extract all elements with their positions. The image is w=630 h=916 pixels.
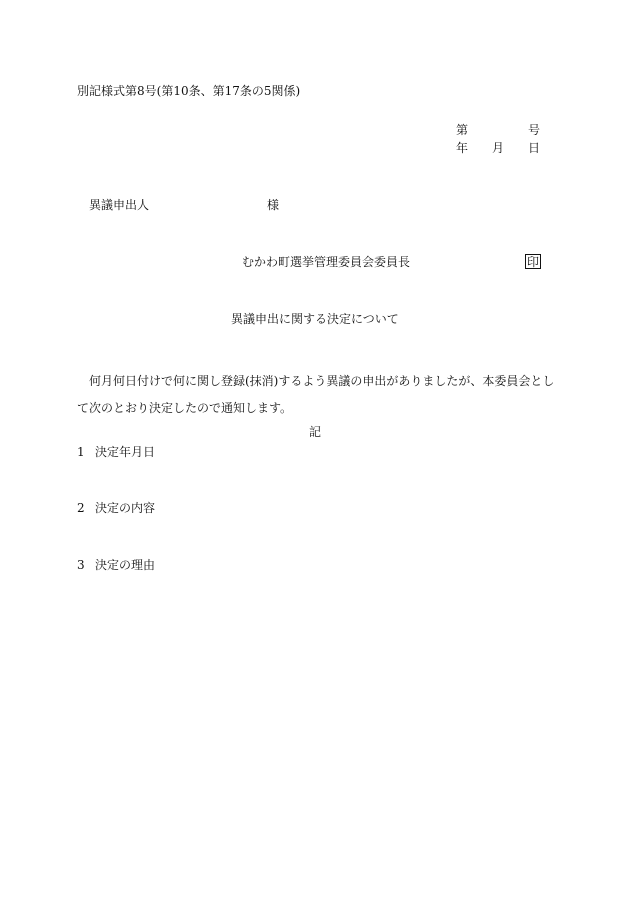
date-year-label: 年 — [456, 141, 469, 155]
doc-number-prefix: 第 — [456, 123, 469, 137]
list-item-label: 決定年月日 — [95, 445, 156, 459]
doc-number-suffix: 号 — [528, 123, 541, 137]
list-item-label: 決定の内容 — [95, 501, 156, 515]
recipient-label: 異議申出人 — [89, 198, 150, 212]
seal-mark — [525, 254, 541, 269]
date-month-label: 月 — [492, 141, 505, 155]
body-line-2: て次のとおり決定したので通知します。 — [77, 401, 293, 415]
list-item-number: 2 — [77, 501, 85, 515]
sender-title: むかわ町選挙管理委員会委員長 — [242, 255, 411, 269]
seal-mark-text: 印 — [527, 255, 540, 269]
form-label: 別記様式第8号(第10条、第17条の5関係) — [77, 84, 301, 98]
body-line-1: 何月何日付けで何に関し登録(抹消)するよう異議の申出がありましたが、本委員会とし — [89, 374, 555, 388]
list-item-number: 3 — [77, 558, 85, 572]
date-day-label: 日 — [528, 141, 541, 155]
note-heading: 記 — [309, 425, 322, 439]
list-item-number: 1 — [77, 445, 85, 459]
subject-title: 異議申出に関する決定について — [231, 312, 399, 326]
recipient-honorific: 様 — [267, 198, 280, 212]
list-item-label: 決定の理由 — [95, 558, 156, 572]
